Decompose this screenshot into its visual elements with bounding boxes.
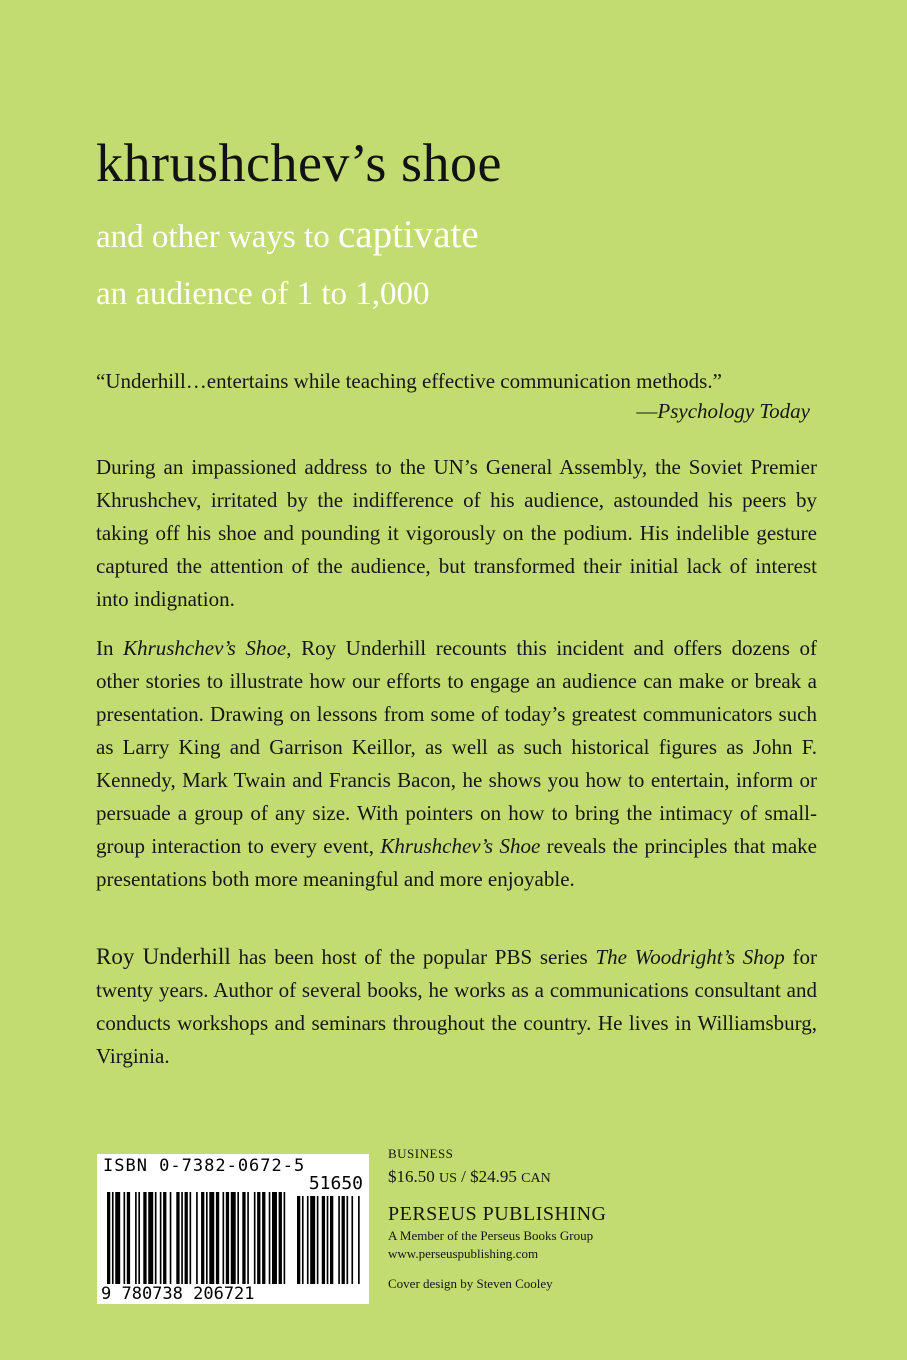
description-paragraph-2 <box>96 632 817 896</box>
barcode-bar <box>223 1192 225 1284</box>
price-line <box>388 1165 808 1191</box>
barcode-bar <box>310 1196 315 1284</box>
barcode-bar <box>170 1192 172 1284</box>
author-bio-pre: has been host of the popular PBS series <box>230 945 596 969</box>
barcode-bar <box>206 1192 208 1284</box>
barcode-bar <box>327 1196 329 1284</box>
barcode-bar <box>242 1192 245 1284</box>
barcode-bar <box>351 1196 353 1284</box>
price-can-label: CAN <box>521 1171 551 1186</box>
barcode-bar <box>127 1192 130 1284</box>
barcode-bar <box>254 1192 256 1284</box>
para2-book-title-2: Khrushchev’s Shoe <box>380 834 541 858</box>
barcode-bar <box>262 1192 265 1284</box>
publisher-member-line: A Member of the Perseus Books Group <box>388 1228 594 1243</box>
barcode-bar <box>148 1192 153 1284</box>
barcode-bar <box>196 1192 198 1284</box>
barcode-bar <box>143 1192 146 1284</box>
barcode-bar <box>135 1192 137 1284</box>
barcode-bar <box>209 1192 214 1284</box>
para2-post: reveals the principles that make presentations both more meaningful and more enjoyable. <box>96 834 818 891</box>
barcode-bar <box>257 1192 260 1284</box>
barcode-bar <box>279 1192 282 1284</box>
review-blurb <box>96 366 816 426</box>
barcode-bar <box>302 1196 304 1284</box>
barcode-price-code: 51650 <box>308 1173 363 1194</box>
barcode-bar <box>231 1192 236 1284</box>
publisher-website: www.perseuspublishing.com <box>388 1246 539 1261</box>
barcode-bar <box>358 1196 360 1284</box>
barcode-bar <box>342 1196 345 1284</box>
subtitle-line-1-text: and other ways to <box>96 219 338 255</box>
barcode-bar <box>322 1196 325 1284</box>
barcode-bar <box>155 1192 157 1284</box>
barcode-digits: 9 780738 206721 <box>101 1284 255 1304</box>
barcode-panel <box>97 1154 369 1304</box>
review-source <box>96 396 816 426</box>
review-dash: — <box>636 399 658 423</box>
category-label: BUSINESS <box>388 1146 454 1161</box>
barcode-bar <box>317 1196 319 1284</box>
barcode-bar <box>124 1192 126 1284</box>
barcode-bar <box>272 1192 277 1284</box>
author-bio <box>96 940 817 1073</box>
book-title: khrushchev’s shoe <box>96 133 502 193</box>
barcode-bar <box>115 1192 120 1284</box>
barcode-bar <box>237 1192 239 1284</box>
price-can: $24.95 <box>470 1167 517 1186</box>
para2-pre: In <box>96 636 124 660</box>
barcode-bar <box>190 1192 192 1284</box>
para2-book-title: Khrushchev’s Shoe <box>123 636 287 660</box>
price-separator: / <box>461 1167 466 1186</box>
barcode-bar <box>347 1196 349 1284</box>
barcode-bar <box>185 1192 188 1284</box>
barcode-bar <box>330 1196 333 1284</box>
author-bio-post: for twenty years. Author of several books, he works as a communications consultant and conducts workshops and seminars throughout the country. He lives in Williamsburg, Virginia. <box>96 945 817 1068</box>
barcode-bar <box>284 1192 286 1284</box>
subtitle-line-2: an audience of 1 to 1,000 <box>96 276 430 312</box>
subtitle-emphasis: captivate <box>337 213 479 256</box>
barcode-bar <box>112 1192 114 1284</box>
barcode-bar <box>247 1192 249 1284</box>
barcode-bar <box>176 1192 179 1284</box>
barcode-bar <box>201 1192 204 1284</box>
isbn-label: ISBN 0-7382-0672-5 <box>103 1156 306 1176</box>
review-source-name: Psychology Today <box>657 399 810 423</box>
barcode-bar <box>163 1192 166 1284</box>
barcode-bar <box>226 1192 229 1284</box>
price-us: $16.50 <box>388 1167 435 1186</box>
barcode-bar <box>181 1192 183 1284</box>
cover-designer-credit: Cover design by Steven Cooley <box>388 1276 553 1291</box>
barcode-bar <box>160 1192 162 1284</box>
barcode-bar <box>216 1192 219 1284</box>
barcode-bar <box>138 1192 140 1284</box>
para2-middle: , Roy Underhill recounts this incident and offers dozens of other stories to illustrate how our efforts to engage an audience can make or break a presentation. Drawing on lessons from some of today’s greatest communicators such as Larry King and Garrison Keillor, as well as such historical figures as John F. Kennedy, Mark Twain and Francis Bacon, he shows you how to entertain, inform or persuade a group of any size. With pointers on how to bring the intimacy of small-group interaction to every event, <box>96 636 818 858</box>
barcode-bar <box>297 1196 300 1284</box>
barcode-bar <box>107 1192 110 1284</box>
publisher-name: PERSEUS PUBLISHING <box>388 1203 607 1225</box>
subtitle-line-1 <box>96 212 479 257</box>
review-quote: “Underhill…entertains while teaching effective communication methods.” <box>96 369 722 393</box>
price-us-label: US <box>439 1171 457 1186</box>
barcode-bar <box>269 1192 271 1284</box>
barcode-bar <box>307 1196 309 1284</box>
tv-series-title: The Woodright’s Shop <box>595 945 785 969</box>
description-paragraph-1: During an impassioned address to the UN’s General Assembly, the Soviet Premier Khrushchev, irritated by the indifference of his audience, astounded his peers by taking off his shoe and pounding it vigorously on the podium. His indelible gesture captured the attention of the audience, but transformed their initial lack of interest into indignation. <box>96 455 817 611</box>
barcode-bar <box>338 1196 340 1284</box>
publisher-block <box>388 1145 808 1293</box>
author-name: Roy Underhill <box>96 944 231 969</box>
